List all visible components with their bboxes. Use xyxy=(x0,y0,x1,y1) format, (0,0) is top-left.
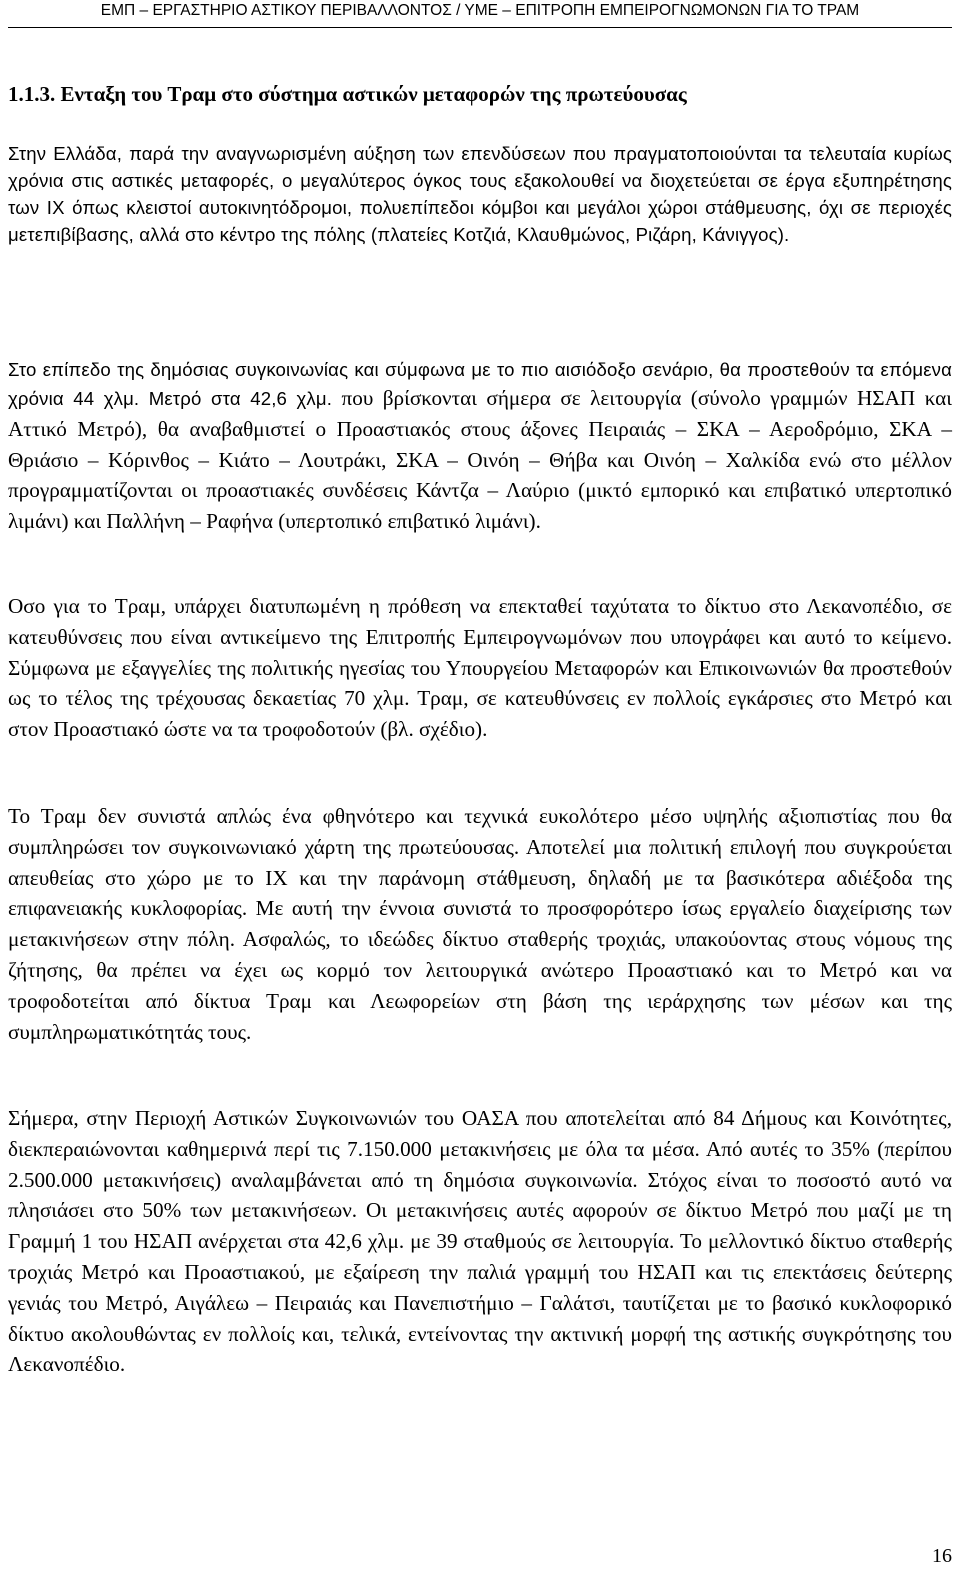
page-number: 16 xyxy=(932,1545,952,1567)
paragraph-public-transport xyxy=(8,356,952,537)
paragraph-oasa-statistics: Σήμερα, στην Περιοχή Αστικών Συγκοινωνιών του ΟΑΣΑ που αποτελείται από 84 Δήμους και Κοινότητες, διεκπεραιώνονται καθημερινά περί τις 7.150.000 μετακινήσεις με όλα τα μέσα. Από αυτές το 35% (περίπου 2.500.000 μετακινήσεις) αναλαμβάνεται από τη δημόσια συγκοινωνία. Στόχος είναι το ποσοστό αυτό να πλησιάσει στο 50% των μετακινήσεων. Οι μετακινήσεις αυτές αφορούν σε δίκτυο Μετρό που μαζί με τη Γραμμή 1 του ΗΣΑΠ ανέρχεται στα 42,6 χλμ. με 39 σταθμούς σε λειτουργία. Το μελλοντικό δίκτυο σταθερής τροχιάς Μετρό και Προαστιακού, με εξαίρεση την παλιά γραμμή του ΗΣΑΠ και τις επεκτάσεις δεύτερης γενιάς του Μετρό, Αιγάλεω – Πειραιάς και Πανεπιστήμιο – Γαλάτσι, ταυτίζεται με το βασικό κυκλοφορικό δίκτυο ακολουθώντας εν πολλοίς και, τελικά, εντείνοντας την ακτινική μορφή της αστικής συγκρότησης του Λεκανοπέδιο. xyxy=(8,1106,952,1377)
paragraph-public-transport-serif: που βρίσκονται σήμερα σε λειτουργία (σύνολο γραμμών ΗΣΑΠ και Αττικό Μετρό), θα αναβαθμιστεί ο Προαστιακός στους άξονες Πειραιάς – ΣΚΑ – Αεροδρόμιο, ΣΚΑ – Θριάσιο – Κόρινθος – Κιάτο – Λουτράκι, ΣΚΑ – Οινόη – Θήβα και Οινόη – Χαλκίδα ενώ στο μέλλον προγραμματίζονται οι προαστιακές συνδέσεις Κάντζα – Λαύριο (μικτό εμπορικό και επιβατικό υπερτοπικό λιμάνι) και Παλλήνη – Ραφήνα (υπερτοπικό επιβατικό λιμάνι). xyxy=(8,386,952,534)
header-divider xyxy=(8,27,952,28)
paragraph-tram-policy: Το Τραμ δεν συνιστά απλώς ένα φθηνότερο και τεχνικά ευκολότερο μέσο υψηλής αξιοπιστίας που θα συμπληρώσει τον συγκοινωνιακό χάρτη της πρωτεύουσας. Αποτελεί μια πολιτική επιλογή που συγκρούεται απευθείας στο χώρο με το ΙΧ και την παράνομη στάθμευση, δηλαδή με τα βασικότερα αδιέξοδα της επιφανειακής κυκλοφορίας. Με αυτή την έννοια συνιστά το προσφορότερο ίσως εργαλείο διαχείρισης των μετακινήσεων στην πόλη. Ασφαλώς, το ιδεώδες δίκτυο σταθερής τροχιάς, υπακούοντας στους νόμους της ζήτησης, θα πρέπει να έχει ως κορμό τον λειτουργικά ανώτερο Προαστιακό και το Μετρό και να τροφοδοτείται από δίκτυα Τραμ και Λεωφορείων στη βάση της ιεράρχησης των μέσων και της συμπληρωματικότητάς τους. xyxy=(8,804,952,1044)
running-header-text: ΕΜΠ – ΕΡΓΑΣΤΗΡΙΟ ΑΣΤΙΚΟΥ ΠΕΡΙΒΑΛΛΟΝΤΟΣ / ΥΜΕ – ΕΠΙΤΡΟΠΗ ΕΜΠΕΙΡΟΓΝΩΜΟΝΩΝ ΓΙΑ ΤΟ ΤΡΑΜ xyxy=(100,2,860,19)
running-header xyxy=(0,0,960,21)
paragraph-investments: Στην Ελλάδα, παρά την αναγνωρισμένη αύξηση των επενδύσεων που πραγματοποιούνται τα τελευταία κυρίως χρόνια στις αστικές μεταφορές, ο μεγαλύτερος όγκος τους εξακολουθεί να διοχετεύεται σε έργα εξυπηρέτησης των ΙΧ όπως κλειστοί αυτοκινητόδρομοι, πολυεπίπεδοι κόμβοι και μεγάλοι χώροι στάθμευσης, όχι σε περιοχές μετεπιβίβασης, αλλά στο κέντρο της πόλης (πλατείες Κοτζιά, Κλαυθμώνος, Ριζάρη, Κάνιγγος). xyxy=(8,143,952,245)
paragraph-public-transport-sans: Στο επίπεδο της δημόσιας συγκοινωνίας και σύμφωνα με το πιο αισιόδοξο σενάριο, θα προστεθούν τα επόμενα χρόνια 44 χλμ. Μετρό στα 42,6 χλμ. xyxy=(8,359,952,409)
paragraph-tram-expansion: Οσο για το Τραμ, υπάρχει διατυπωμένη η πρόθεση να επεκταθεί ταχύτατα το δίκτυο στο Λεκανοπέδιο, σε κατευθύνσεις που είναι αντικείμενο της Επιτροπής Εμπειρογνωμόνων που υπογράφει και αυτό το κείμενο. Σύμφωνα με εξαγγελίες της πολιτικής ηγεσίας του Υπουργείου Μεταφορών και Επικοινωνιών θα προστεθούν ως το τέλος της τρέχουσας δεκαετίας 70 χλμ. Τραμ, σε κατευθύνσεις εν πολλοίς εγκάρσιες στο Μετρό και στον Προαστιακό ώστε να τα τροφοδοτούν (βλ. σχέδιο). xyxy=(8,594,952,742)
section-heading: 1.1.3. Ενταξη του Τραμ στο σύστημα αστικών μεταφορών της πρωτεύουσας xyxy=(8,82,687,106)
